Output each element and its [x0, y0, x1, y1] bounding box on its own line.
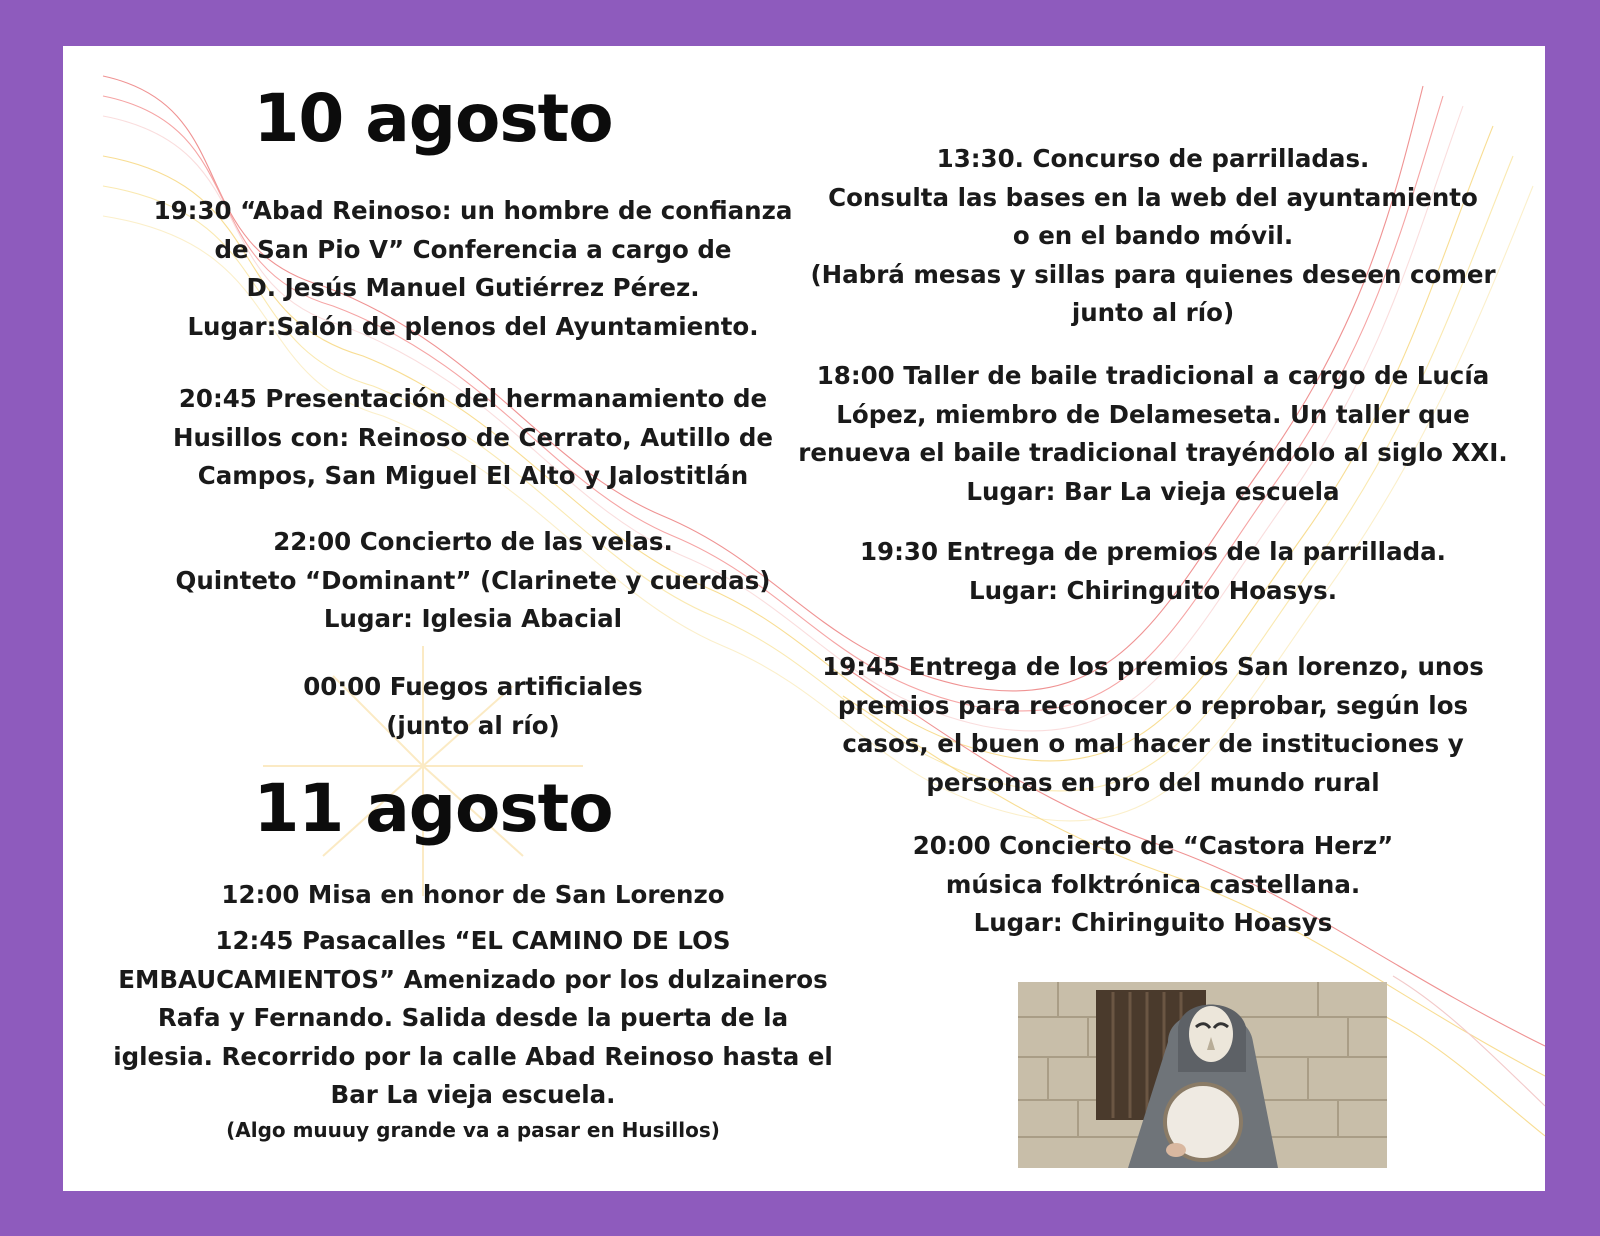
event-1245-parade: 12:45 Pasacalles “EL CAMINO DE LOS EMBAUCAMIENTOS” Amenizado por los dulzaineros Rafa y Fernando. Salida desde la puerta de la iglesia. Recorrido por la calle Abad Reinoso hasta el Bar La vieja escuela.	[113, 926, 833, 1109]
surprise-note: (Algo muuuy grande va a pasar en Husillos)	[226, 1118, 720, 1142]
event-2000-concert-castora-herz: 20:00 Concierto de “Castora Herz” música folktrónica castellana. Lugar: Chiringuito Hoasys	[912, 831, 1394, 937]
event-1330-grill-contest: 13:30. Concurso de parrilladas. Consulta las bases en la web del ayuntamiento o en el bando móvil. (Habrá mesas y sillas para quienes deseen comer junto al río)	[810, 144, 1496, 327]
event-1930-grill-awards: 19:30 Entrega de premios de la parrillada. Lugar: Chiringuito Hoasys.	[860, 537, 1446, 605]
performer-photo	[1018, 982, 1387, 1168]
day1-title: 10 agosto	[253, 80, 613, 157]
event-2045-twinning: 20:45 Presentación del hermanamiento de Husillos con: Reinoso de Cerrato, Autillo de Campos, San Miguel El Alto y Jalostitlán	[172, 384, 774, 490]
event-2200-concert: 22:00 Concierto de las velas. Quinteto “Dominant” (Clarinete y cuerdas) Lugar: Iglesia Abacial	[175, 527, 771, 633]
day2-title: 11 agosto	[253, 770, 613, 847]
event-1200-mass: 12:00 Misa en honor de San Lorenzo	[221, 880, 725, 909]
event-1945-san-lorenzo-awards: 19:45 Entrega de los premios San lorenzo, unos premios para reconocer o reprobar, según los casos, el buen o mal hacer de instituciones y personas en pro del mundo rural	[822, 652, 1484, 797]
event-0000-fireworks: 00:00 Fuegos artificiales (junto al río)	[303, 672, 643, 740]
event-1800-dance-workshop: 18:00 Taller de baile tradicional a cargo de Lucía López, miembro de Delameseta. Un taller que renueva el baile tradicional trayéndolo al siglo XXI. Lugar: Bar La vieja escuela	[798, 361, 1508, 506]
event-1930-conference: 19:30 “Abad Reinoso: un hombre de confianza de San Pio V” Conferencia a cargo de D. Jesús Manuel Gutiérrez Pérez. Lugar:Salón de plenos del Ayuntamiento.	[153, 196, 793, 341]
